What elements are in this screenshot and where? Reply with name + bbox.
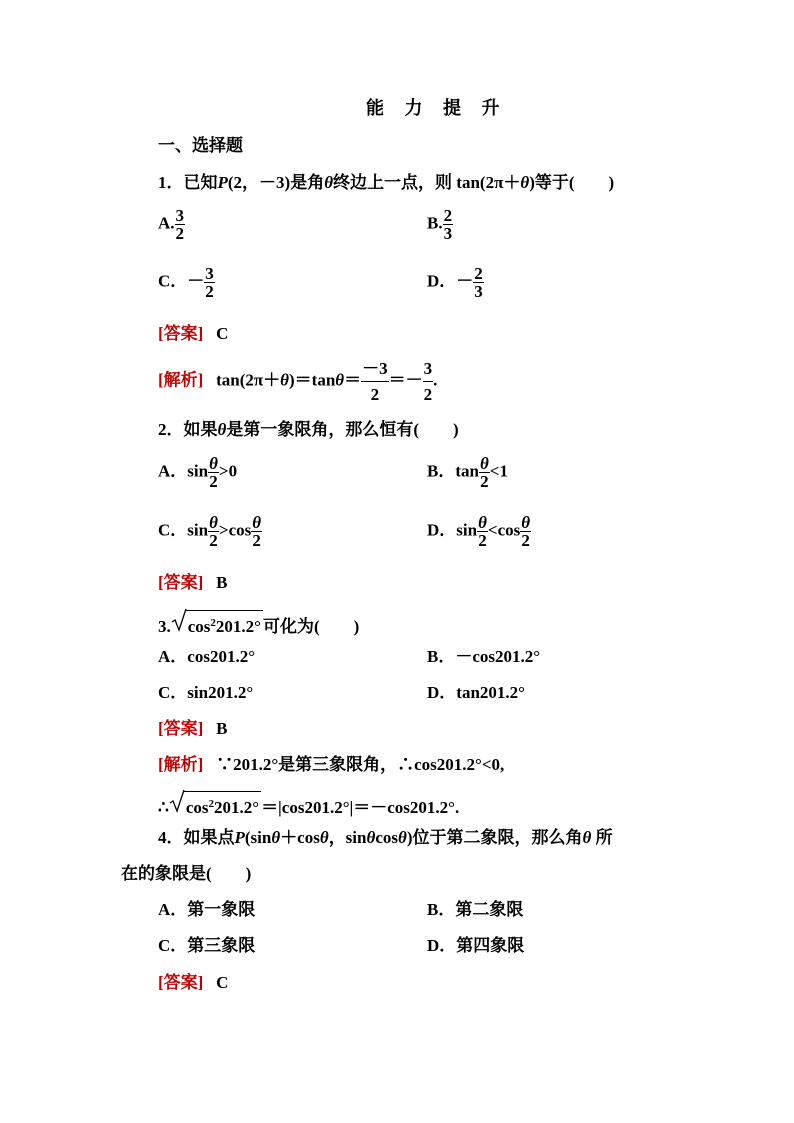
question-4-stem: 4．如果点P(sinθ＋cosθ，sinθcosθ)位于第二象限，那么角θ 所 [158,828,613,847]
q3-option-d: D．tan201.2° [427,683,525,702]
answer-tag: [答案] [158,324,204,343]
q2-answer: [答案] B [158,573,228,592]
answer-tag: [答案] [158,973,204,992]
question-2-stem: 2．如果θ是第一象限角，那么恒有( ) [158,420,459,439]
q2-option-c: C．sin $\frac{\theta}{2}$ >cos $\frac{\theta}{2}$ [158,513,262,550]
section-heading: 一、选择题 [158,136,243,155]
analysis-tag: [解析] [158,370,204,390]
question-1-stem: 1．已知P(2，－3)是角θ终边上一点，则 tan(2π＋θ)等于( ) [158,173,615,192]
q1-analysis: [解析] tan(2π＋θ)＝tanθ＝ $\frac{-3}{2}$ ＝－ $\frac{3}{2}$ . [158,359,438,404]
q2-option-b: B．tan $\frac{\theta}{2}$ <1 [427,454,508,491]
q3-analysis: [解析] ∵201.2°是第三象限角，∴cos201.2°<0, [158,755,505,774]
answer-tag: [答案] [158,719,204,738]
radical: $\cos^2201.2^\circ$ [171,610,263,637]
q4-option-d: D．第四象限 [427,936,525,955]
q1-option-c: C．－ $\frac{3}{2}$ [158,264,214,301]
q2-option-d: D．sin $\frac{\theta}{2}$ <cos $\frac{\theta}{2}$ [427,513,531,550]
q4-option-c: C．第三象限 [158,936,256,955]
q1-option-a: A. $\frac{3}{2}$ [158,206,185,243]
q3-answer: [答案] B [158,719,228,738]
question-4-stem-line2: 在的象限是( ) [121,864,252,883]
q4-option-b: B．第二象限 [427,900,524,919]
page-title: 能 力 提 升 [366,98,508,118]
answer-tag: [答案] [158,573,204,592]
question-3-stem: 3. $\cos^2201.2^\circ$ 可化为( ) [158,610,359,637]
q1-option-b: B. $\frac{2}{3}$ [427,206,453,243]
q3-analysis-line2: ∴ $\cos^2201.2^\circ =|\cos 201.2^\circ|=-\cos 201.2^\circ$. [158,791,459,818]
radical: $\cos^2201.2^\circ$ [169,791,261,818]
q1-answer: [答案] C [158,324,229,343]
q1-option-d: D．－ $\frac{2}{3}$ [427,264,483,301]
q3-option-c: C．sin201.2° [158,683,254,702]
q4-option-a: A．第一象限 [158,900,256,919]
q3-option-a: A．cos201.2° [158,647,255,666]
q4-answer: [答案] C [158,973,229,992]
analysis-tag: [解析] [158,755,204,774]
q2-option-a: A．sin $\frac{\theta}{2}$ >0 [158,454,238,491]
q3-option-b: B．－cos201.2° [427,647,541,666]
